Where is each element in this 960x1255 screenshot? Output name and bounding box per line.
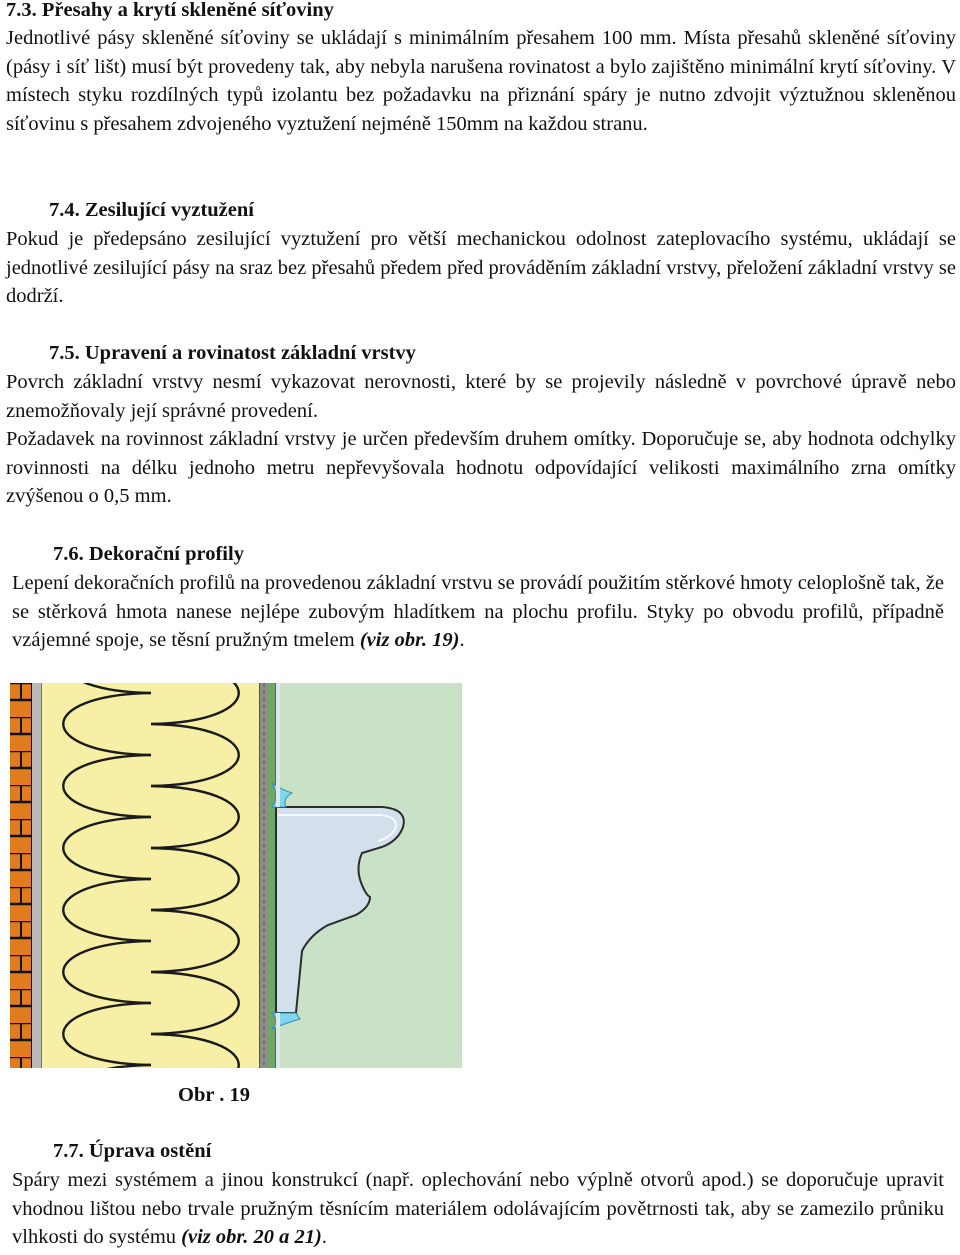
reinforcing-mesh-layer [268, 683, 276, 1068]
paragraph-7-6-end: . [459, 629, 465, 652]
heading-7-4: 7.4. Zesilující vyztužení [49, 199, 254, 221]
paragraph-7-5-a: Povrch základní vrstvy nesmí vykazovat nerovnosti, které by se projevily následně v povrchové úpravě nebo znemožňovaly její správné provedení. [6, 371, 956, 422]
paragraph-7-5-b: Požadavek na rovinnost základní vrstvy je určen především druhem omítky. Doporučuje se, aby hodnota odchylky rovinnosti na délku jednoho metru nepřevyšovala hodnotu odpovídající velikosti maximálního zrna omítky zvýšenou o 0,5 mm. [6, 428, 956, 508]
paragraph-7-4: Pokud je předepsáno zesilující vyztužení pro větší mechanickou odolnost zateplovacího systému, ukládají se jednotlivé zesilující pásy na sraz bez přesahů předem před prováděním základní vrstvy, přeložení základní vrstvy se dodrží. [6, 228, 956, 308]
brick-masonry [10, 683, 32, 1068]
paragraph-7-6 [12, 569, 944, 655]
render-layer [276, 683, 280, 807]
figure-19-detail-drawing [10, 683, 462, 1068]
heading-7-5: 7.5. Upravení a rovinatost základní vrstvy [49, 342, 416, 364]
paragraph-7-7 [12, 1166, 944, 1252]
figure-reference-20-21: (viz obr. 20 a 21) [181, 1226, 322, 1249]
adhesive-layer [32, 683, 42, 1068]
paragraph-7-6-text: Lepení dekoračních profilů na provedenou základní vrstvu se provádí použitím stěrkové hmoty celoplošně tak, že se stěrková hmota nanese nejlépe zubovým hladítkem na plochu profilu. Styky po obvodu profilů, případně vzájemné spoje, se těsní pružným tmelem [12, 572, 944, 652]
decorative-profile-section-svg [10, 683, 462, 1068]
paragraph-7-7-text: Spáry mezi systémem a jinou konstrukcí (např. oplechování nebo výplně otvorů apod.) se doporučuje upravit vhodnou lištou nebo trvale pružným těsnícím materiálem odolávajícím povětrnosti tak, aby se zamezilo průniku vlhkosti do systému [12, 1169, 944, 1249]
paragraph-7-7-end: . [321, 1226, 327, 1249]
heading-7-7: 7.7. Úprava ostění [53, 1140, 212, 1162]
paragraph-7-3: Jednotlivé pásy skleněné síťoviny se ukládají s minimálním přesahem 100 mm. Místa přesahů skleněné síťoviny (pásy i síť lišt) musí být provedeny tak, aby nebyla narušena rovinatost a bylo zajištěno minimální krytí síťoviny. V místech styku rozdílných typů izolantu bez požadavku na přiznání spáry je nutno zdvojit výztužnou skleněnou síťovinu s přesahem zdvojeného vyztužení nejméně 150mm na každou stranu. [6, 27, 956, 135]
heading-7-3: 7.3. Přesahy a krytí skleněné síťoviny [6, 0, 334, 21]
heading-7-6: 7.6. Dekorační profily [53, 543, 244, 565]
figure-reference-19: (viz obr. 19) [359, 629, 460, 652]
figure-caption: Obr . 19 [178, 1084, 250, 1106]
